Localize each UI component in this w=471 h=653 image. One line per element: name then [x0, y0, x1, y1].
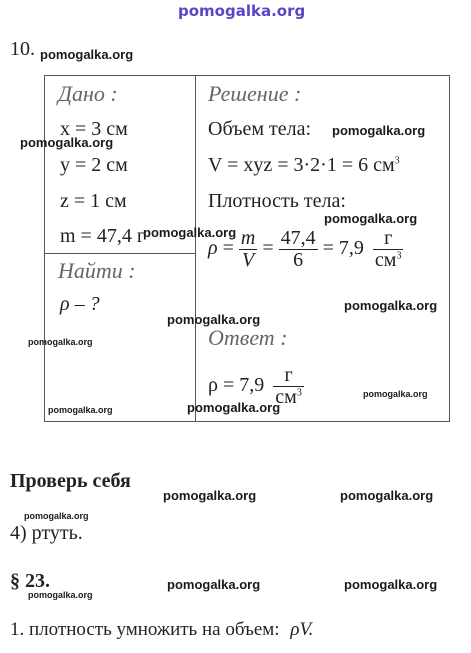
- fraction-denominator-v: V: [242, 249, 255, 271]
- check-yourself-answer: 4) ртуть.: [10, 522, 83, 544]
- given-x: x = 3 см: [60, 118, 128, 140]
- watermark: pomogalka.org: [28, 337, 93, 347]
- answer-unit-cm3: $см^3$: [275, 386, 302, 408]
- item-1-formula: ρV.: [290, 619, 314, 640]
- volume-formula-text: V = xyz = 3·2·1 = 6 см: [208, 154, 395, 176]
- numeric-fraction: [279, 228, 318, 271]
- problem-number: 10.: [10, 38, 35, 60]
- watermark: pomogalka.org: [20, 135, 114, 150]
- watermark-top: pomogalka.org: [178, 2, 306, 20]
- find-rho: ρ – ?: [60, 293, 100, 315]
- find-heading: Найти :: [58, 258, 136, 283]
- watermark: pomogalka.org: [324, 211, 418, 226]
- watermark: pomogalka.org: [344, 298, 438, 313]
- given-m: m = 47,4 г: [60, 225, 146, 247]
- watermark: pomogalka.org: [48, 405, 113, 415]
- answer-heading: Ответ :: [208, 325, 288, 350]
- unit-cm3: $см^3$: [374, 249, 402, 271]
- solution-heading: Решение :: [208, 81, 302, 106]
- watermark: pomogalka.org: [167, 312, 261, 327]
- volume-caption: Объем тела:: [208, 118, 312, 140]
- watermark: pomogalka.org: [163, 488, 257, 503]
- density-caption: Плотность тела:: [208, 190, 346, 212]
- unit-fraction: [373, 228, 404, 271]
- watermark: pomogalka.org: [344, 577, 438, 592]
- answer-unit-grams: г: [273, 365, 304, 387]
- item-1-text: 1. плотность умножить на объем:: [10, 619, 280, 640]
- fraction-denominator: 6: [293, 249, 304, 271]
- fraction-numerator: 47,4: [280, 227, 316, 249]
- watermark: pomogalka.org: [28, 590, 93, 600]
- check-yourself-title: Проверь себя: [10, 470, 131, 492]
- rho-symbol: ρ: [208, 237, 218, 260]
- watermark: pomogalka.org: [40, 47, 134, 62]
- volume-formula: [208, 154, 400, 177]
- watermark: pomogalka.org: [24, 511, 89, 521]
- watermark: pomogalka.org: [340, 488, 434, 503]
- watermark: pomogalka.org: [167, 577, 261, 592]
- density-formula: [208, 228, 403, 271]
- section-item-1: [10, 619, 313, 641]
- given-y: y = 2 см: [60, 154, 128, 176]
- watermark: pomogalka.org: [332, 123, 426, 138]
- equals: =: [222, 237, 234, 260]
- equals: =: [322, 237, 334, 260]
- given-heading: Дано :: [58, 81, 118, 106]
- fraction-numerator-m: m: [240, 227, 256, 249]
- equals: =: [262, 237, 274, 260]
- mass-over-volume: [239, 228, 257, 271]
- watermark: pomogalka.org: [143, 225, 237, 240]
- volume-exponent: 3: [394, 155, 400, 167]
- unit-grams: г: [373, 228, 404, 250]
- density-result: 7,9: [338, 237, 364, 260]
- section-number: § 23.: [10, 570, 50, 592]
- answer-text: ρ = 7,9: [208, 374, 265, 397]
- watermark: pomogalka.org: [187, 400, 281, 415]
- watermark: pomogalka.org: [363, 389, 428, 399]
- given-z: z = 1 см: [60, 190, 127, 212]
